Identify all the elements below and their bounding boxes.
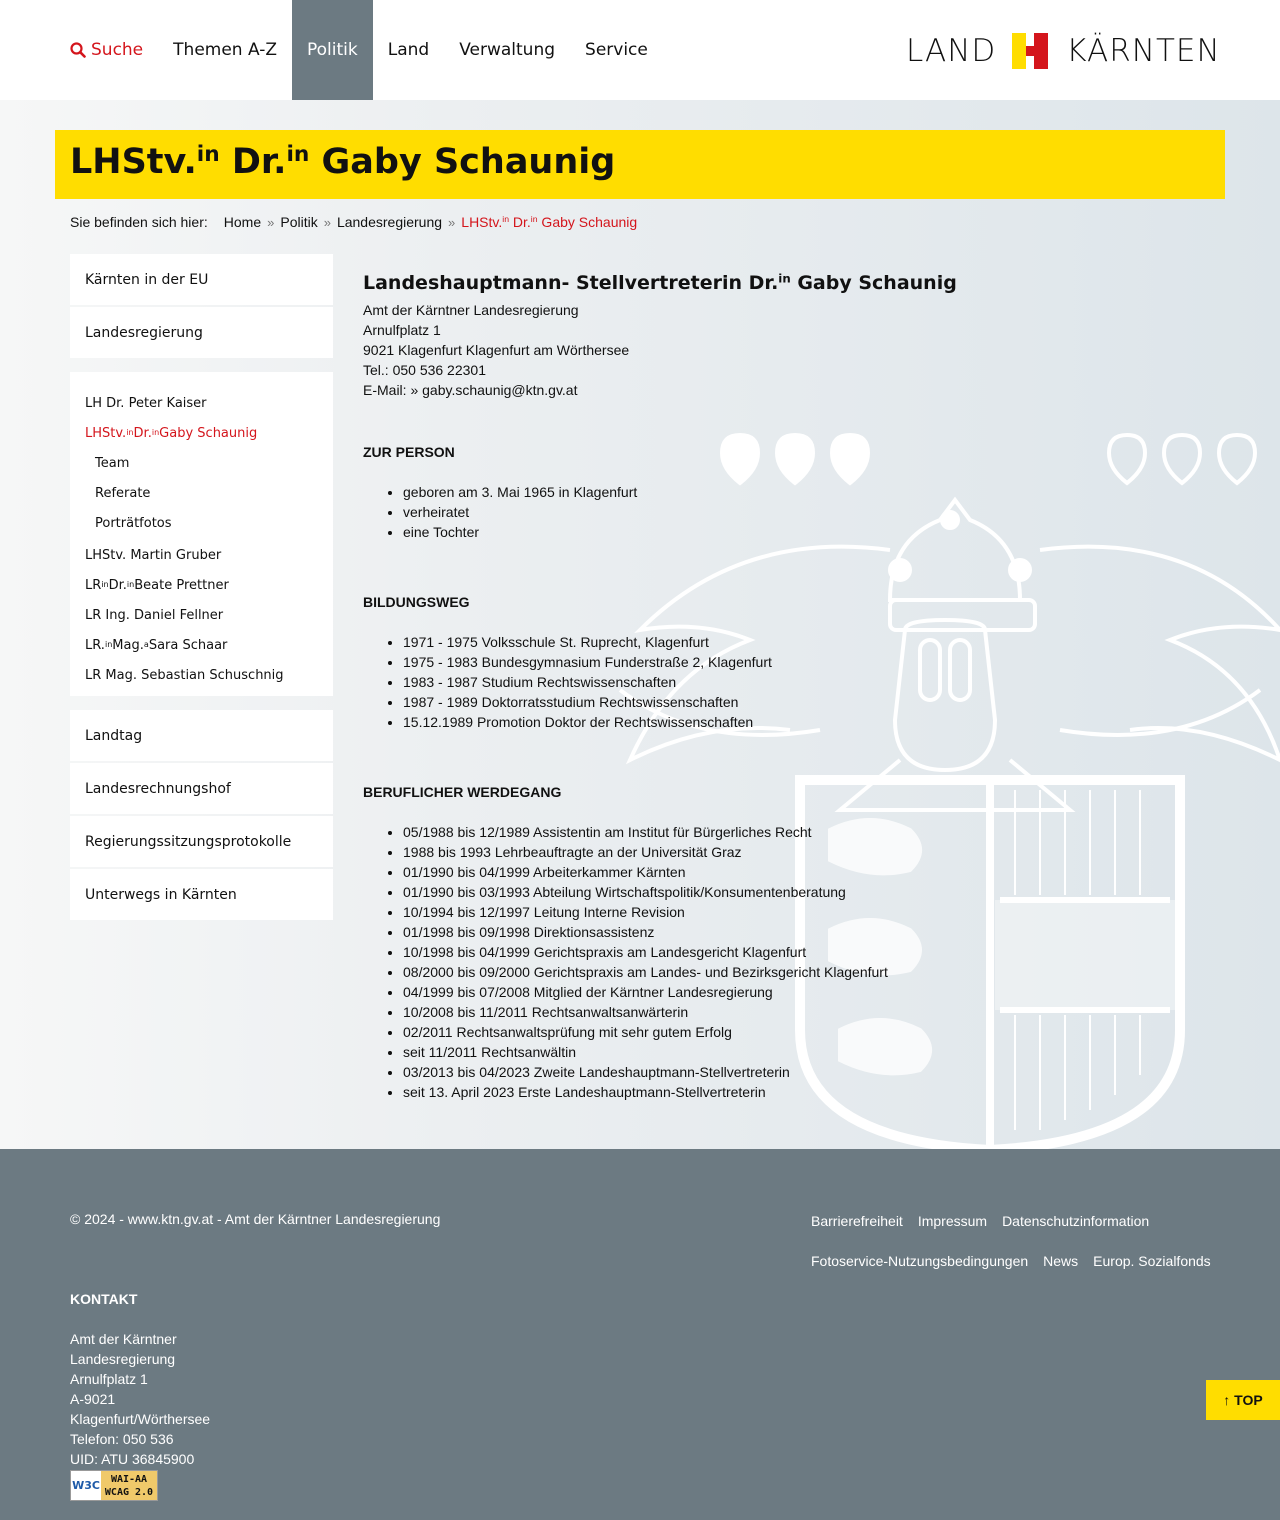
content-heading: Landeshauptmann- Stellvertreterin Dr.$^{in}$ Gaby Schaunig: [363, 271, 957, 294]
section-title-zur-person: ZUR PERSON: [363, 444, 455, 460]
nav-search[interactable]: [55, 0, 158, 100]
werdegang-list: [363, 822, 923, 1102]
list-item: • 04/1999 bis 07/2008 Mitglied der Kärntner Landesregierung: [403, 982, 923, 1002]
list-item: • 1983 - 1987 Studium Rechtswissenschaften: [403, 672, 923, 692]
sidebar-item-team[interactable]: Team: [95, 455, 130, 471]
list-item: • 10/1994 bis 12/1997 Leitung Interne Revision: [403, 902, 923, 922]
contact-line: Telefon: 050 536: [70, 1431, 174, 1447]
list-item: • 08/2000 bis 09/2000 Gerichtspraxis am Landes- und Bezirksgericht Klagenfurt: [403, 962, 923, 982]
wcag-badge[interactable]: [70, 1470, 158, 1501]
breadcrumb-home[interactable]: Home: [223, 214, 262, 230]
breadcrumb-politik[interactable]: Politik: [280, 214, 318, 230]
contact-block: [70, 1329, 210, 1469]
address-line: Amt der Kärntner Landesregierung: [363, 302, 579, 318]
list-item: • 03/2013 bis 04/2023 Zweite Landeshauptmann-Stellvertreterin: [403, 1062, 923, 1082]
list-item: • 05/1988 bis 12/1989 Assistentin am Institut für Bürgerliches Recht: [403, 822, 923, 842]
sidebar-item-landesregierung[interactable]: Landesregierung: [70, 307, 333, 358]
sidebar-item-schaar[interactable]: LR. in Mag. a Sara Schaar: [85, 637, 228, 653]
breadcrumb-landesregierung[interactable]: Landesregierung: [336, 214, 443, 230]
footer-links: [811, 1211, 1231, 1291]
list-item: • 02/2011 Rechtsanwaltsprüfung mit sehr gutem Erfolg: [403, 1022, 923, 1042]
list-item: • seit 11/2011 Rechtsanwältin: [403, 1042, 923, 1062]
list-item: • 15.12.1989 Promotion Doktor der Rechtswissenschaften: [403, 712, 923, 732]
list-item: • geboren am 3. Mai 1965 in Klagenfurt: [403, 482, 923, 502]
sidebar-item-prettner[interactable]: LR in Dr. in Beate Prettner: [85, 577, 229, 593]
sidebar-item-fellner[interactable]: LR Ing. Daniel Fellner: [85, 607, 224, 623]
sidebar-submenu: [70, 372, 333, 696]
sidebar-item-portraetfotos[interactable]: Porträtfotos: [95, 515, 172, 531]
footer-link-fotoservice[interactable]: Fotoservice-Nutzungsbedingungen: [811, 1253, 1029, 1269]
site-header: [0, 0, 1280, 100]
address-line: 9021 Klagenfurt Klagenfurt am Wörthersee: [363, 342, 630, 358]
site-footer: [0, 1149, 1280, 1520]
main-nav: [55, 0, 663, 100]
nav-service[interactable]: Service: [585, 40, 648, 60]
breadcrumb: [70, 214, 637, 230]
list-item: • 1971 - 1975 Volksschule St. Ruprecht, Klagenfurt: [403, 632, 923, 652]
sidebar-item-landtag[interactable]: Landtag: [70, 710, 333, 761]
page-title: LHStv.$^{in}$ Dr.$^{in}$ Gaby Schaunig: [70, 142, 616, 182]
contact-line: Arnulfplatz 1: [70, 1371, 148, 1387]
email-line: E-Mail: » gaby.schaunig@ktn.gv.at: [363, 382, 578, 398]
logo-word-land: LAND: [906, 33, 997, 69]
sidebar-item-eu[interactable]: Kärnten in der EU: [70, 254, 333, 305]
breadcrumb-current: LHStv.$^{in}$ Dr.$^{in}$ Gaby Schaunig: [461, 214, 638, 230]
sidebar-item-landesrechnungshof[interactable]: Landesrechnungshof: [70, 763, 333, 814]
logo-word-kaernten: KÄRNTEN: [1066, 33, 1221, 69]
nav-politik[interactable]: Politik: [292, 0, 373, 100]
sidebar-item-unterwegs[interactable]: Unterwegs in Kärnten: [70, 869, 333, 920]
address-block: [363, 300, 923, 400]
sidebar-item-kaiser[interactable]: LH Dr. Peter Kaiser: [85, 395, 207, 411]
list-item: • 1975 - 1983 Bundesgymnasium Funderstraße 2, Klagenfurt: [403, 652, 923, 672]
list-item: • 10/2008 bis 11/2011 Rechtsanwaltsanwärterin: [403, 1002, 923, 1022]
contact-title: KONTAKT: [70, 1291, 138, 1307]
logo-flag-icon: [1012, 33, 1048, 69]
address-line: Arnulfplatz 1: [363, 322, 441, 338]
contact-line: UID: ATU 36845900: [70, 1451, 195, 1467]
list-item: • 1988 bis 1993 Lehrbeauftragte an der Universität Graz: [403, 842, 923, 862]
sidebar-item-referate[interactable]: Referate: [95, 485, 151, 501]
email-link[interactable]: » gaby.schaunig@ktn.gv.at: [410, 382, 578, 398]
bildungsweg-list: [363, 632, 923, 732]
contact-line: Landesregierung: [70, 1351, 176, 1367]
contact-line: Amt der Kärntner: [70, 1331, 177, 1347]
back-to-top-button[interactable]: ↑ TOP: [1206, 1380, 1280, 1420]
list-item: • seit 13. April 2023 Erste Landeshauptmann-Stellvertreterin: [403, 1082, 923, 1102]
sidebar: [70, 254, 333, 922]
footer-link-news[interactable]: News: [1043, 1253, 1079, 1269]
breadcrumb-prefix: Sie befinden sich hier:: [70, 214, 208, 230]
list-item: • eine Tochter: [403, 522, 923, 542]
sidebar-item-schuschnig[interactable]: LR Mag. Sebastian Schuschnig: [85, 667, 284, 683]
sidebar-item-regierungssitzungsprotokolle[interactable]: Regierungssitzungsprotokolle: [70, 816, 333, 867]
nav-themen[interactable]: Themen A-Z: [173, 40, 278, 60]
nav-search-label: Suche: [91, 40, 144, 60]
contact-line: A-9021: [70, 1391, 116, 1407]
list-item: • 10/1998 bis 04/1999 Gerichtspraxis am Landesgericht Klagenfurt: [403, 942, 923, 962]
sidebar-item-schaunig[interactable]: LHStv. in Dr. in Gaby Schaunig: [85, 425, 258, 441]
footer-link-impressum[interactable]: Impressum: [917, 1213, 988, 1229]
nav-verwaltung[interactable]: Verwaltung: [459, 40, 556, 60]
main-content: [363, 268, 957, 1102]
nav-land[interactable]: Land: [387, 40, 430, 60]
search-icon: [70, 42, 86, 58]
footer-link-datenschutz[interactable]: Datenschutzinformation: [1002, 1213, 1150, 1229]
breadcrumb-separator-icon: »: [448, 214, 456, 230]
title-band: [55, 130, 1225, 199]
section-title-werdegang: BERUFLICHER WERDEGANG: [363, 784, 562, 800]
sidebar-item-gruber[interactable]: LHStv. Martin Gruber: [85, 547, 222, 563]
list-item: • 1987 - 1989 Doktorratsstudium Rechtswissenschaften: [403, 692, 923, 712]
breadcrumb-separator-icon: »: [267, 214, 275, 230]
contact-line: Klagenfurt/Wörthersee: [70, 1411, 211, 1427]
footer-link-sozialfonds[interactable]: Europ. Sozialfonds: [1093, 1253, 1211, 1269]
list-item: • verheiratet: [403, 502, 923, 522]
footer-link-barrierefreiheit[interactable]: Barrierefreiheit: [811, 1213, 903, 1229]
section-title-bildungsweg: BILDUNGSWEG: [363, 594, 470, 610]
breadcrumb-separator-icon: »: [323, 214, 331, 230]
zur-person-list: [363, 482, 923, 542]
w3c-logo-icon: W3C: [71, 1471, 101, 1500]
list-item: • 01/1990 bis 03/1993 Abteilung Wirtschaftspolitik/Konsumentenberatung: [403, 882, 923, 902]
list-item: • 01/1990 bis 04/1999 Arbeiterkammer Kärnten: [403, 862, 923, 882]
list-item: • 01/1998 bis 09/1998 Direktionsassistenz: [403, 922, 923, 942]
wcag-label: WAI-AA WCAG 2.0: [101, 1471, 157, 1500]
phone-line: Tel.: 050 536 22301: [363, 362, 486, 378]
logo[interactable]: [906, 33, 1221, 69]
copyright: © 2024 - www.ktn.gv.at - Amt der Kärntner Landesregierung: [70, 1211, 441, 1227]
